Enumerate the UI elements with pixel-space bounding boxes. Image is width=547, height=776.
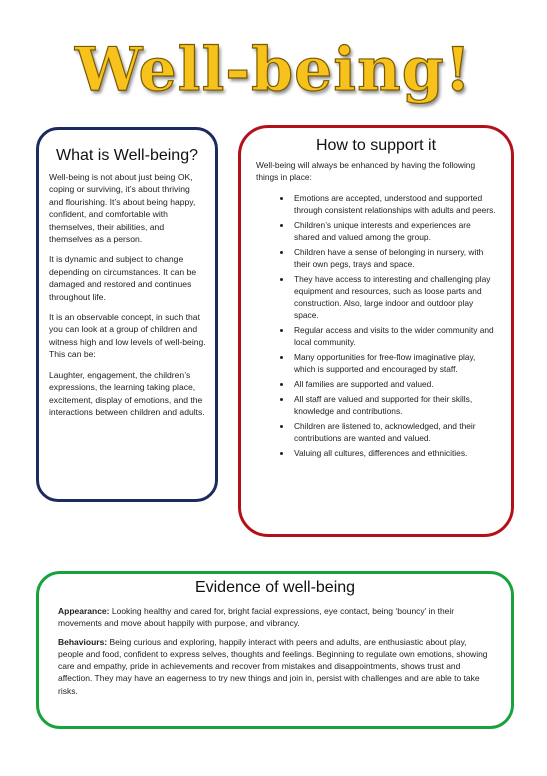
- page-title: Well-being!: [75, 35, 472, 105]
- what-is-wellbeing-box: [36, 127, 218, 502]
- behaviours-label: Behaviours:: [58, 636, 108, 647]
- how-to-support-box: [238, 125, 514, 537]
- behaviours-paragraph: [58, 636, 493, 697]
- support-item: • Regular access and visits to the wider community and local community.: [292, 324, 497, 348]
- appearance-paragraph: [58, 605, 493, 630]
- support-item: • All families are supported and valued.: [292, 378, 497, 390]
- support-item: • All staff are valued and supported for their skills, knowledge and contributions.: [292, 393, 497, 417]
- what-paragraph: Well-being is not about just being OK, coping or surviving, it’s about thriving and flourishing. It’s about being happy, confident, and comfortable with themselves, their abilities, and themselves as a person.: [49, 172, 196, 245]
- evidence-box: [36, 571, 514, 729]
- what-heading: What is Well-being?: [56, 147, 198, 164]
- behaviours-text: Being curious and exploring, happily interact with peers and adults, are enthusiastic about play, people and food, confident to express selves, thoughts and feelings. Beginning to regulate own emotions, showing care and empathy, pride in achievements and recover from mistakes and disappointments, shows trust and affection. They may have an eagerness to try new things and join in, persist with challenges and are able to take risks.: [58, 636, 488, 696]
- what-paragraph: Laughter, engagement, the children’s expressions, the learning taking place, excitement, display of emotions, and the interactions between children and adults.: [49, 369, 205, 417]
- how-body: [241, 155, 511, 459]
- support-item: • Valuing all cultures, differences and ethnicities.: [292, 447, 497, 459]
- what-body: [39, 165, 215, 418]
- how-heading: How to support it: [315, 137, 437, 154]
- what-paragraph: It is dynamic and subject to change depending on circumstances. It can be damaged and restored and continues throughout life.: [49, 254, 197, 302]
- support-item: • Children have a sense of belonging in nursery, with their own pegs, trays and space.: [292, 246, 497, 270]
- evidence-heading: Evidence of well-being: [194, 579, 356, 596]
- appearance-text: Looking healthy and cared for, bright facial expressions, eye contact, being ‘bouncy’ in their movements and move about happily with purpose, and vibrancy.: [58, 606, 455, 629]
- what-paragraph: It is an observable concept, in such that you can look at a group of children and witness high and low levels of well-being. This can be:: [49, 312, 206, 360]
- support-item: • Emotions are accepted, understood and supported through consistent relationships with adults and peers.: [292, 192, 497, 216]
- how-intro: Well-being will always be enhanced by having the following things in place:: [256, 160, 476, 182]
- appearance-label: Appearance:: [58, 606, 110, 616]
- support-item: • Many opportunities for free-flow imaginative play, which is supported and encouraged by staff.: [292, 351, 497, 375]
- support-item: • Children are listened to, acknowledged, and their contributions are wanted and valued.: [292, 420, 497, 444]
- support-item: • They have access to interesting and challenging play equipment and resources, such as loose parts and construction. Also, large indoor and outdoor play space.: [292, 273, 497, 321]
- support-list: [256, 192, 497, 459]
- support-item: • Children’s unique interests and experiences are shared and valued among the group.: [292, 219, 497, 243]
- evidence-body: [39, 597, 511, 697]
